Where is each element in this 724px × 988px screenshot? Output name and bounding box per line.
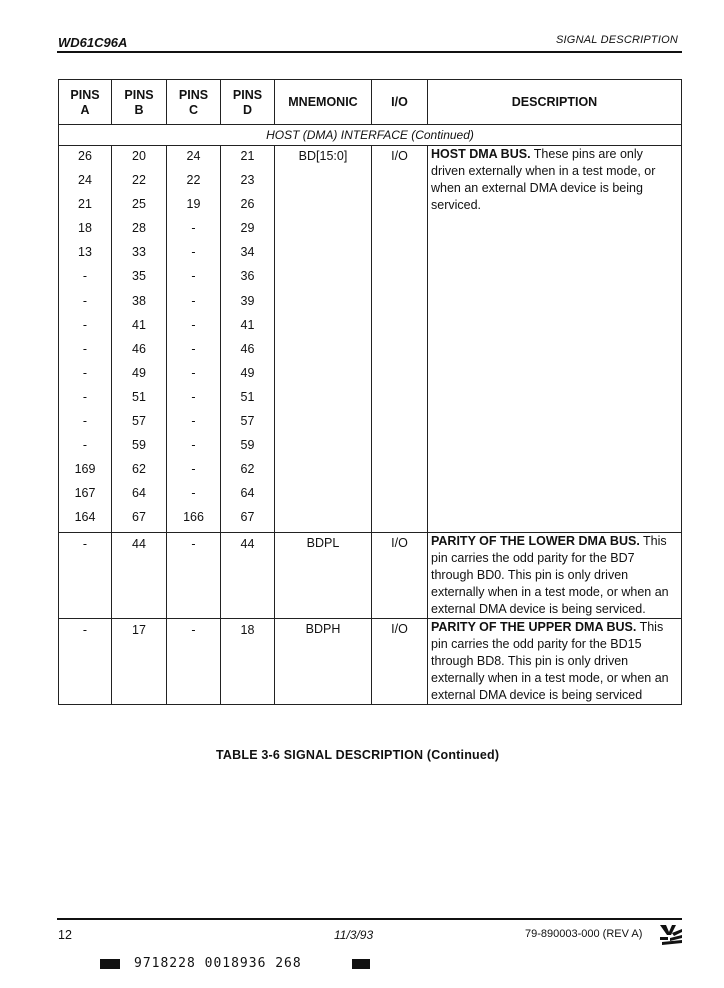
pin-cell-pins-d: [221, 532, 275, 618]
pin-value: -: [191, 293, 196, 308]
mnemonic-cell: BDPL: [275, 532, 372, 618]
io-cell: I/O: [372, 618, 428, 704]
column-header-row: [59, 80, 682, 125]
mnemonic-cell: BDPH: [275, 618, 372, 704]
table-caption: TABLE 3-6 SIGNAL DESCRIPTION (Continued): [216, 748, 500, 762]
barcode-block-right: [352, 959, 370, 969]
pin-value: 22: [186, 173, 201, 188]
pin-cell-pins-a: [59, 618, 112, 704]
pin-value: -: [82, 365, 88, 380]
pin-value: 64: [240, 486, 255, 501]
description-cell: [428, 618, 682, 704]
col-header-pins-a: PINS A: [59, 80, 112, 125]
pin-cell-pins-c: [167, 146, 221, 533]
pin-value: 24: [78, 173, 92, 188]
pin-value: 35: [132, 269, 146, 284]
pin-value: 44: [132, 536, 146, 551]
pin-value: 21: [240, 149, 255, 163]
section-heading: HOST (DMA) INTERFACE (Continued): [59, 125, 682, 146]
pin-value: -: [191, 221, 196, 236]
pin-value: 57: [132, 414, 146, 429]
section-heading-row: [59, 125, 682, 146]
pin-value: -: [191, 245, 196, 260]
pin-value: -: [191, 389, 196, 404]
pin-value: -: [82, 269, 88, 284]
pin-value: 26: [240, 197, 255, 212]
pin-value: 38: [132, 293, 146, 308]
pin-value: -: [191, 341, 196, 356]
pin-value: -: [191, 536, 196, 551]
pin-cell-pins-d: [221, 146, 275, 533]
barcode-line: [100, 956, 380, 974]
io-cell: I/O: [372, 146, 428, 533]
pin-value: 29: [240, 221, 255, 236]
pin-value: 20: [132, 149, 146, 163]
pin-cell-pins-b: [112, 532, 167, 618]
pin-value: 59: [132, 438, 146, 453]
pin-value: 24: [186, 149, 201, 163]
pin-value: -: [191, 622, 196, 637]
description-body: This pin carries the odd parity for the BD15 through BD8. This pin is only driven externally when in a test mode, or when an external DMA device is being serviced: [431, 619, 669, 702]
pin-value: 67: [132, 510, 146, 525]
pin-value: 41: [240, 317, 255, 332]
pin-value: 57: [240, 414, 255, 429]
pin-value: -: [191, 438, 196, 453]
pin-value: -: [191, 414, 196, 429]
pin-value: 167: [74, 486, 96, 501]
pin-cell-pins-c: [167, 532, 221, 618]
barcode-block-left: [100, 959, 120, 969]
pin-value: 64: [132, 486, 146, 501]
pin-value: 46: [132, 341, 146, 356]
description-title: PARITY OF THE UPPER DMA BUS.: [431, 619, 637, 634]
signal-row: [59, 146, 682, 533]
mnemonic-cell: BD[15:0]: [275, 146, 372, 533]
pin-value: 26: [78, 149, 92, 163]
pin-value: 166: [183, 510, 204, 525]
pin-value: 36: [240, 269, 255, 284]
pin-cell-pins-a: [59, 146, 112, 533]
footer-date: 11/3/93: [334, 928, 374, 942]
pin-cell-pins-a: [59, 532, 112, 618]
pin-value: -: [82, 389, 88, 404]
barcode-text: 9718228 0018936 268: [134, 956, 302, 971]
pin-value: 17: [132, 622, 146, 637]
description-body: These pins are only driven externally when in a test mode, or when an external DMA device is being serviced.: [431, 147, 656, 212]
section-title: SIGNAL DESCRIPTION: [556, 34, 678, 46]
description-title: HOST DMA BUS.: [431, 147, 531, 161]
pin-value: -: [191, 486, 196, 501]
pin-value: 18: [240, 622, 255, 637]
pin-value: -: [191, 462, 196, 477]
signal-description-table: [58, 79, 682, 705]
col-header-pins-b: PINS B: [112, 80, 167, 125]
pin-cell-pins-d: [221, 618, 275, 704]
col-header-io: I/O: [372, 80, 428, 125]
pin-value: 19: [186, 197, 201, 212]
pin-value: -: [191, 317, 196, 332]
page-number: 12: [58, 928, 72, 942]
description-body: This pin carries the odd parity for the BD7 through BD0. This pin is only driven externally when in a test mode, or when an external DMA device is being serviced.: [431, 533, 669, 616]
pin-value: 39: [240, 293, 255, 308]
pin-value: 33: [132, 245, 146, 260]
signal-rows: [59, 146, 682, 705]
wd-logo-icon: [660, 923, 682, 945]
pin-value: 67: [240, 510, 255, 525]
pin-value: 49: [240, 365, 255, 380]
pin-value: -: [82, 414, 88, 429]
footer-rule: [57, 918, 682, 920]
pin-value: 51: [132, 389, 146, 404]
pin-value: -: [191, 269, 196, 284]
col-header-description: DESCRIPTION: [428, 80, 682, 125]
pin-value: 169: [74, 462, 96, 477]
pin-value: 51: [240, 389, 255, 404]
pin-value: -: [82, 341, 88, 356]
pin-value: -: [82, 293, 88, 308]
pin-value: -: [191, 365, 196, 380]
pin-value: 21: [78, 197, 92, 212]
document-number: 79-890003-000 (REV A): [525, 928, 643, 940]
pin-value: 22: [132, 173, 146, 188]
pin-value: -: [82, 622, 88, 637]
header-rule: [57, 51, 682, 53]
pin-value: 62: [132, 462, 146, 477]
pin-value: 59: [240, 438, 255, 453]
pin-value: 41: [132, 317, 146, 332]
pin-value: 164: [74, 510, 96, 525]
col-header-pins-c: PINS C: [167, 80, 221, 125]
pin-cell-pins-b: [112, 146, 167, 533]
pin-value: 49: [132, 365, 146, 380]
description-title: PARITY OF THE LOWER DMA BUS.: [431, 533, 640, 548]
pin-value: -: [82, 438, 88, 453]
pin-cell-pins-c: [167, 618, 221, 704]
description-cell: [428, 146, 682, 533]
pin-value: 23: [240, 173, 255, 188]
pin-cell-pins-b: [112, 618, 167, 704]
col-header-pins-d: PINS D: [221, 80, 275, 125]
pin-value: 62: [240, 462, 255, 477]
signal-row: [59, 532, 682, 618]
pin-value: 34: [240, 245, 255, 260]
signal-row: [59, 618, 682, 704]
pin-value: 18: [78, 221, 92, 236]
pin-value: 44: [240, 536, 255, 551]
pin-value: -: [82, 536, 88, 551]
pin-value: -: [82, 317, 88, 332]
pin-value: 13: [78, 245, 92, 260]
pin-value: 28: [132, 221, 146, 236]
description-cell: [428, 532, 682, 618]
pin-value: 25: [132, 197, 146, 212]
part-number: WD61C96A: [58, 35, 128, 50]
io-cell: I/O: [372, 532, 428, 618]
pin-value: 46: [240, 341, 255, 356]
col-header-mnemonic: MNEMONIC: [275, 80, 372, 125]
